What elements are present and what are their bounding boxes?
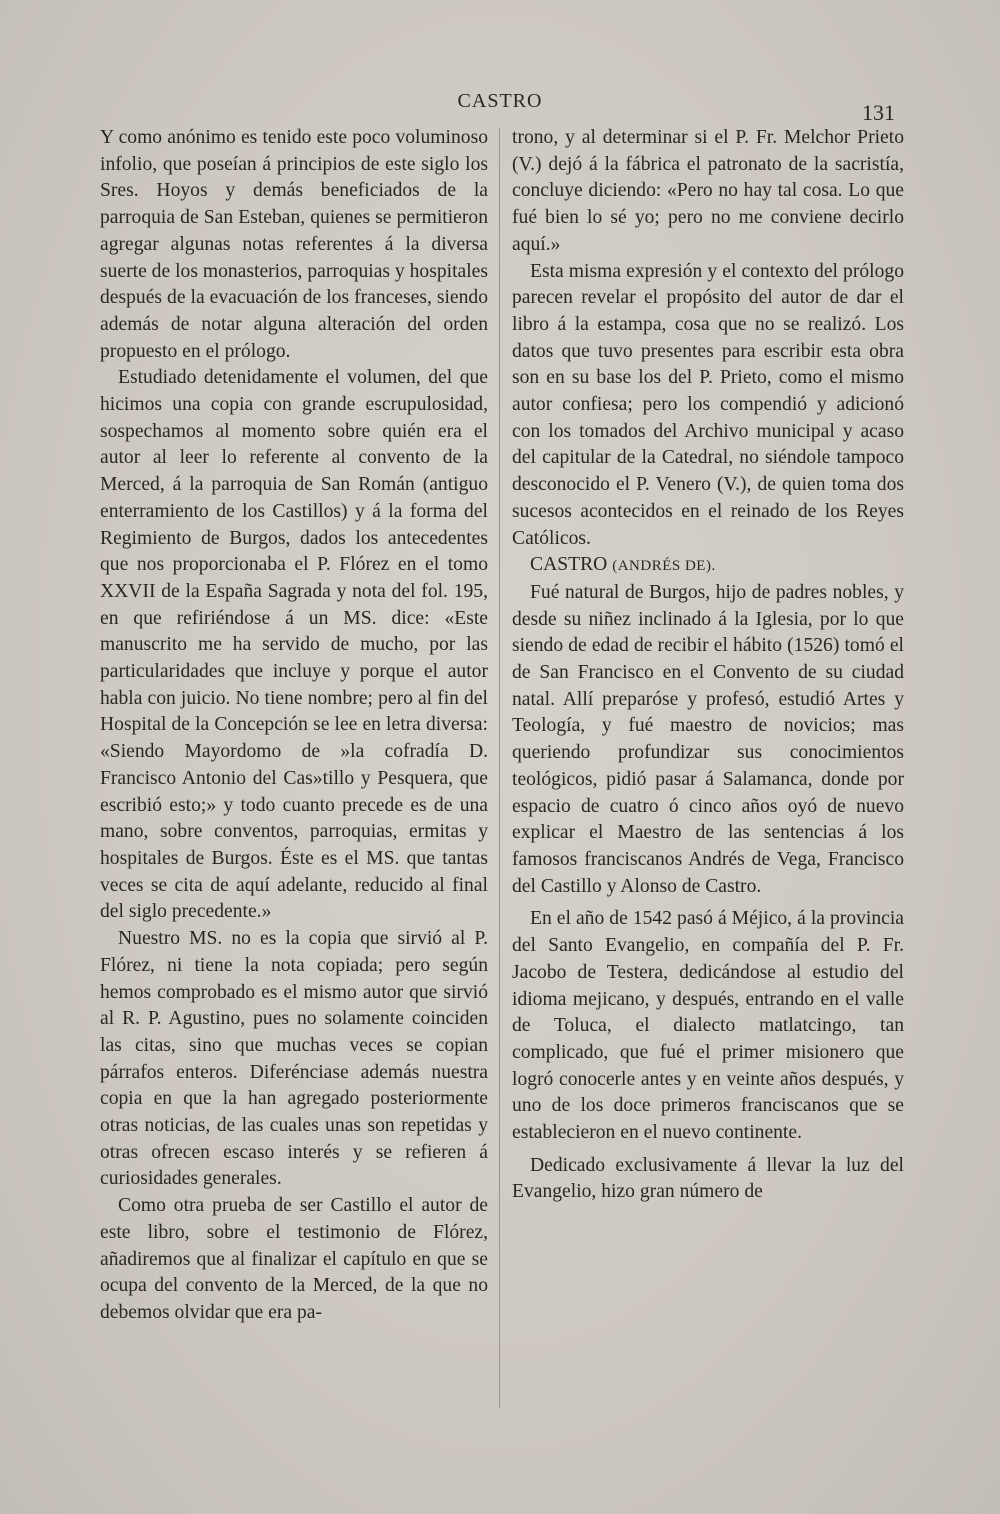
entry-given-name: (ANDRÉS DE). [612,558,716,575]
paragraph: Y como anónimo es tenido este poco voluminoso infolio, que poseían á principios de este siglo los Sres. Hoyos y demás beneficiados de la parroquia de San Esteban, quienes se permitieron agregar algunas notas referentes á la diversa suerte de los monasterios, parroquias y hospitales después de la evacuación de los franceses, siendo además de notar alguna alteración del orden propuesto en el prólogo. [100,127,488,362]
column-divider [499,128,500,1408]
paragraph-continuation: trono, y al determinar si el P. Fr. Melchor Prieto (V.) dejó á la fábrica el patronato de la sacristía, concluye diciendo: «Pero no hay tal cosa. Lo que fué bien lo sé yo; pero no me conviene decirlo aquí.» [512,127,904,255]
paragraph: Dedicado exclusivamente á llevar la luz del Evangelio, hizo gran número de [512,1154,904,1203]
entry-heading [512,552,904,580]
paragraph: En el año de 1542 pasó á Méjico, á la provincia del Santo Evangelio, en compañía del P. Fr. Jacobo de Testera, dedicándose al estudio del idioma mejicano, y después, entrando en el valle de Toluca, el dialecto matlatcingo, tan complicado, que fué el primer misionero que logró conocerle antes y en veinte años después, y uno de los doce primeros franciscanos que se establecieron en el nuevo continente. [512,908,904,1144]
paragraph: Fué natural de Burgos, hijo de padres nobles, y desde su niñez inclinado á la Iglesia, por lo que siendo de edad de recibir el hábito (1526) tomó el de San Francisco en el Convento de su ciudad natal. Allí preparóse y profesó, estudió Artes y Teología, y fué maestro de novicios; mas queriendo profundizar sus conocimientos teológicos, pidió pasar á Salamanca, donde por espacio de cuatro ó cinco años oyó de nuevo explicar el Maestro de las sentencias á los famosos franciscanos Andrés de Vega, Francisco del Castillo y Alonso de Castro. [512,581,904,897]
left-column [100,125,488,1327]
paragraph: Esta misma expresión y el contexto del prólogo parecen revelar el propósito del autor de dar el libro á la estampa, cosa que no se realizó. Los datos que tuvo presentes para escribir esta obra son en su base los del P. Prieto, como el mismo autor confiesa; pero los compendió y adicionó con los tomados del Archivo municipal y acaso del capitular de la Catedral, no siéndole tampoco desconocido el P. Venero (V.), de quien toma dos sucesos acontecidos en el reinado de los Reyes Católicos. [512,260,904,549]
paragraph: Como otra prueba de ser Castillo el autor de este libro, sobre el testimonio de Flórez, añadiremos que al finalizar el capítulo en que se ocupa del convento de la Merced, de la que no debemos olvidar que era pa- [100,1195,488,1323]
entry-name: CASTRO [530,554,608,576]
right-column [512,125,904,1206]
paragraph: Estudiado detenidamente el volumen, del que hicimos una copia con grande escrupulosidad, sospechamos al momento sobre quién era el autor al leer lo referente al convento de la Merced, á la parroquia de San Román (antiguo enterramiento de los Castillos) y á la forma del Regimiento de Burgos, dados los antecedentes que nos proporcionaba el P. Flórez en el tomo XXVII de la España Sagrada y nota del fol. 195, en que refiriéndose á un MS. dice: «Este manuscrito me ha servido de mucho, por las particularidades que incluye y porque el autor habla con juicio. No tiene nombre; pero al fin del Hospital de la Concepción se lee en letra diversa: «Siendo Mayordomo de »la cofradía D. Francisco Antonio del Cas»tillo y Pesquera, que escribió esto;» y todo cuanto precede es de una mano, sobre conventos, parroquias, ermitas y hospitales de Burgos. Éste es el MS. que tantas veces se cita de aquí adelante, reducido al final del siglo precedente.» [100,367,488,923]
running-title: CASTRO [457,90,543,112]
page-number: 131 [862,100,895,125]
paragraph: Nuestro MS. no es la copia que sirvió al P. Flórez, ni tiene la nota copiada; pero según hemos comprobado es el mismo autor que sirvió al R. P. Agustino, pues no solamente coinciden las citas, sino que muchas veces se copian párrafos enteros. Diferénciase además nuestra copia en que la han agregado posteriormente otras noticias, de las cuales unas son repetidas y otras ofrecen escaso interés y se refieren á curiosidades generales. [100,928,488,1190]
